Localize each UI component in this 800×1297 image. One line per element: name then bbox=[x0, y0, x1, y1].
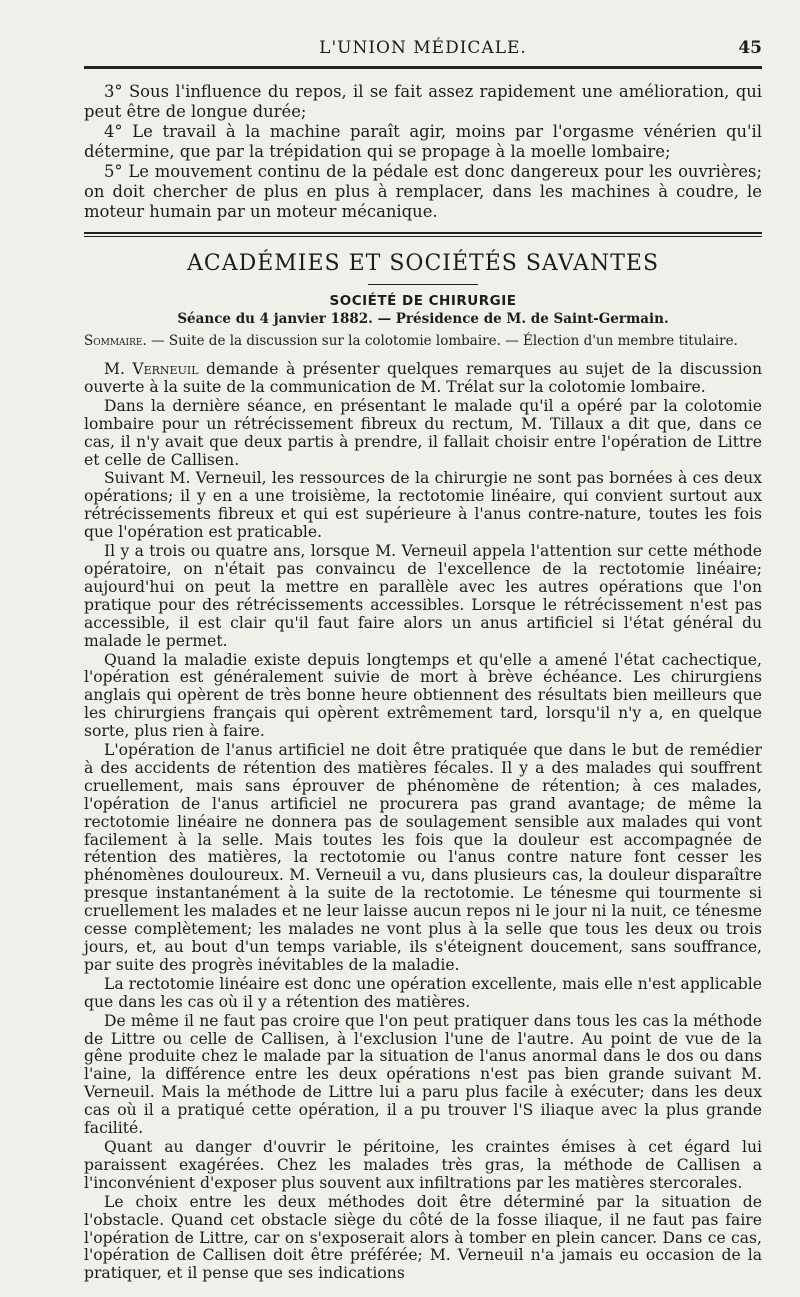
article-body bbox=[84, 361, 762, 1283]
intro-item-3: 3° Sous l'influence du repos, il se fait assez rapidement une amélioration, qui peut être de longue durée; bbox=[84, 82, 762, 121]
paragraph: Quand la maladie existe depuis longtemps et qu'elle a amené l'état cachectique, l'opération est généralement suivie de mort à brève échéance. Les chirurgiens anglais qui opèrent de très bonne heure obtiennent des résultats bien meilleurs que les chirurgiens français qui opèrent extrêmement tard, lorsqu'il n'y a, en quelque sorte, plus rien à faire. bbox=[84, 650, 762, 741]
section-title: ACADÉMIES ET SOCIÉTÉS SAVANTES bbox=[186, 251, 660, 276]
paragraph: L'opération de l'anus artificiel ne doit être pratiquée que dans le but de remédier à des accidents de rétention des matières fécales. Il y a des malades qui souffrent cruellement, mais sans éprouver de phénomène de rétention; à ces malades, l'opération de l'anus artificiel ne procurera pas grand avantage; de même la rectotomie linéaire ne donnera pas de soulagement sensible aux malades qui vont facilement à la selle. Mais toutes les fois que la douleur est accompagnée de rétention des matières, la rectotomie ou l'anus contre nature font cesser les phénomènes douloureux. M. Verneuil a vu, dans plusieurs cas, la douleur disparaître presque instantanément à la suite de la rectotomie. Le ténesme qui tourmente si cruellement les malades et ne leur laisse aucun repos ni le jour ni la nuit, ce ténesme cesse complètement; les malades ne vont plus à la selle que tous les deux ou trois jours, et, au bout d'un temps variable, ils s'éteignent doucement, sans souffrance, par suite des progrès inévitables de la maladie. bbox=[84, 741, 762, 974]
title-underline bbox=[368, 284, 478, 285]
paragraph: Suivant M. Verneuil, les ressources de la chirurgie ne sont pas bornées à ces deux opérations; il y en a une troisième, la rectotomie linéaire, qui convient surtout aux rétrécissements fibreux et qui est supérieure à l'anus contre-nature, toutes les fois que l'opération est praticable. bbox=[84, 469, 762, 542]
paragraph: Le choix entre les deux méthodes doit être déterminé par la situation de l'obstacle. Quand cet obstacle siège du côté de la fosse iliaque, il ne faut pas faire l'opération de Littre, car on s'exposerait alors à tomber en plein cancer. Dans ce cas, l'opération de Callisen doit être préférée; M. Verneuil n'a jamais eu occasion de la pratiquer, et il pense que ses indications bbox=[84, 1192, 762, 1283]
section-divider bbox=[84, 232, 762, 237]
intro-item-4: 4° Le travail à la machine paraît agir, moins par l'orgasme vénérien qu'il détermine, que par la trépidation qui se propage à la moelle lombaire; bbox=[84, 122, 762, 161]
paragraph-1-text: demande à présenter quelques remarques au sujet de la discussion ouverte à la suite de la communication de M. Trélat sur la colotomie lombaire. bbox=[84, 360, 762, 396]
paragraph: De même il ne faut pas croire que l'on peut pratiquer dans tous les cas la méthode de Littre ou celle de Callisen, à l'exclusion l'une de l'autre. Au point de vue de la gêne produite chez le malade par la situation de l'anus anormal dans le dos ou dans l'aine, la différence entre les deux opérations n'est pas bien grande suivant M. Verneuil. Mais la méthode de Littre lui a paru plus facile à exécuter; dans les deux cas où il a pratiqué cette opération, il a pu trouver l'S iliaque avec la plus grande facilité. bbox=[84, 1011, 762, 1138]
summary-label: Sommaire. bbox=[84, 333, 147, 349]
session-line: Séance du 4 janvier 1882. — Présidence de M. de Saint-Germain. bbox=[177, 311, 669, 327]
paragraph: La rectotomie linéaire est donc une opération excellente, mais elle n'est applicable que dans les cas où il y a rétention des matières. bbox=[84, 974, 762, 1011]
header-rule bbox=[84, 66, 762, 69]
paragraph: Quant au danger d'ouvrir le péritoine, les craintes émises à cet égard lui paraissent exagérées. Chez les malades très gras, la méthode de Callisen a l'inconvénient d'exposer plus souvent aux infiltrations par les matières stercorales. bbox=[84, 1137, 762, 1192]
page-number: 45 bbox=[738, 38, 762, 58]
summary-text: — Suite de la discussion sur la colotomie lombaire. — Élection d'un membre titulaire. bbox=[146, 333, 738, 349]
page-header bbox=[84, 0, 762, 72]
paragraph: Dans la dernière séance, en présentant le malade qu'il a opéré par la colotomie lombaire pour un rétrécissement fibreux du rectum, M. Tillaux a dit que, dans ce cas, il n'y avait que deux partis à prendre, il fallait choisir entre l'opération de Littre et celle de Callisen. bbox=[84, 396, 762, 469]
intro-item-5: 5° Le mouvement continu de la pédale est donc dangereux pour les ouvrières; on doit chercher de plus en plus à remplacer, dans les machines à coudre, le moteur humain par un moteur mécanique. bbox=[84, 162, 762, 221]
speaker-name: M. Verneuil bbox=[104, 360, 199, 378]
running-title: L'UNION MÉDICALE. bbox=[319, 38, 527, 58]
society-heading: SOCIÉTÉ DE CHIRURGIE bbox=[329, 293, 517, 309]
paragraph-1 bbox=[84, 361, 762, 397]
intro-conclusions bbox=[84, 72, 762, 222]
paragraph: Il y a trois ou quatre ans, lorsque M. Verneuil appela l'attention sur cette méthode opératoire, on n'était pas convaincu de l'excellence de la rectotomie linéaire; aujourd'hui on peut la mettre en parallèle avec les autres opérations que l'on pratique pour des rétrécissements accessibles. Lorsque le rétrécissement n'est pas accessible, il est clair qu'il faut faire alors un anus artificiel si l'état général du malade le permet. bbox=[84, 542, 762, 650]
summary-line bbox=[84, 333, 762, 349]
